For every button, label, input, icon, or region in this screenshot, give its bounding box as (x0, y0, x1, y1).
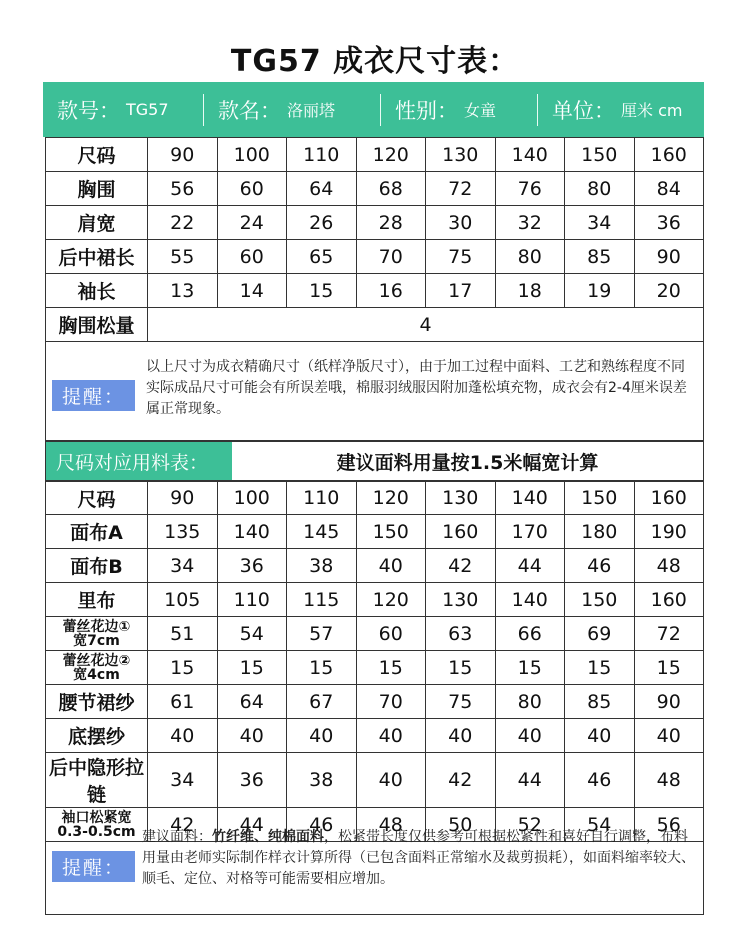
table-cell: 68 (356, 172, 426, 206)
table-cell: 60 (217, 172, 287, 206)
style-no-cell (43, 82, 203, 137)
table-cell: 40 (287, 719, 357, 753)
table-cell: 52 (495, 808, 565, 842)
table-cell: 19 (565, 274, 635, 308)
table-cell: 34 (148, 549, 218, 583)
name-cell (204, 82, 380, 137)
table-cell: 63 (426, 617, 496, 651)
row-label (46, 515, 148, 549)
row-label-text: 面布A (70, 522, 123, 544)
unit-cell (538, 82, 704, 137)
table-cell: 64 (217, 685, 287, 719)
name-label: 款名： (218, 98, 281, 123)
table-cell: 90 (148, 138, 218, 172)
row-label (46, 274, 148, 308)
table-cell: 18 (495, 274, 565, 308)
table-cell: 90 (634, 240, 704, 274)
table-row (46, 583, 704, 617)
table-row (46, 240, 704, 274)
table-cell: 160 (634, 583, 704, 617)
unit-label: 单位： (552, 98, 615, 123)
row-label (46, 240, 148, 274)
table-cell: 140 (495, 482, 565, 515)
row-label (46, 482, 148, 515)
table-cell: 55 (148, 240, 218, 274)
table-cell: 56 (634, 808, 704, 842)
table-cell: 67 (287, 685, 357, 719)
row-label-text: 腰节裙纱 (58, 692, 135, 714)
table-cell: 130 (426, 482, 496, 515)
ease-label: 胸围松量 (46, 308, 148, 342)
table-cell: 110 (217, 583, 287, 617)
table-cell: 15 (634, 651, 704, 685)
table-cell: 40 (356, 719, 426, 753)
gender-label: 性别： (395, 98, 458, 123)
table-cell: 15 (565, 651, 635, 685)
row-label-sub: 宽7cm (73, 632, 120, 649)
table-cell: 100 (217, 138, 287, 172)
row-label-text: 底摆纱 (67, 726, 125, 748)
row-label (46, 172, 148, 206)
table-cell: 36 (634, 206, 704, 240)
row-label-text: 蕾丝花边① (62, 618, 131, 635)
table-cell: 34 (565, 206, 635, 240)
table-cell: 120 (356, 583, 426, 617)
row-label (46, 583, 148, 617)
table-cell: 48 (634, 549, 704, 583)
table-cell: 140 (217, 515, 287, 549)
table-cell: 60 (217, 240, 287, 274)
table-cell: 40 (426, 719, 496, 753)
row-label (46, 138, 148, 172)
reminder-text-2 (142, 827, 698, 890)
row-label-sub: 0.3-0.5cm (57, 823, 136, 840)
row-label-text: 胸围 (77, 179, 116, 201)
table-cell: 60 (356, 617, 426, 651)
table-cell: 105 (148, 583, 218, 617)
table-cell: 15 (287, 651, 357, 685)
table-cell: 90 (148, 482, 218, 515)
table-cell: 15 (356, 651, 426, 685)
table-cell: 110 (287, 482, 357, 515)
table-cell: 15 (495, 651, 565, 685)
table-cell: 120 (356, 138, 426, 172)
table-row (46, 685, 704, 719)
table-cell: 40 (148, 719, 218, 753)
table-cell: 180 (565, 515, 635, 549)
row-label (46, 719, 148, 753)
table-row (46, 753, 704, 808)
table-cell: 61 (148, 685, 218, 719)
table-cell: 140 (495, 583, 565, 617)
table-cell: 70 (356, 240, 426, 274)
table-cell: 17 (426, 274, 496, 308)
row-label-sub: 宽4cm (73, 666, 120, 683)
table-cell: 72 (634, 617, 704, 651)
table-cell: 36 (217, 753, 287, 808)
table-cell: 40 (495, 719, 565, 753)
table-cell: 20 (634, 274, 704, 308)
table-cell: 160 (426, 515, 496, 549)
table-cell: 84 (634, 172, 704, 206)
row-label-text: 后中隐形拉链 (48, 757, 144, 806)
table-cell: 130 (426, 138, 496, 172)
table-cell: 170 (495, 515, 565, 549)
table-cell: 42 (148, 808, 218, 842)
gender-cell (381, 82, 537, 137)
table-cell: 36 (217, 549, 287, 583)
row-label-text: 面布B (70, 556, 123, 578)
unit-value: 厘米 cm (621, 101, 683, 120)
table-cell: 85 (565, 240, 635, 274)
table-row (46, 206, 704, 240)
table-cell: 65 (287, 240, 357, 274)
table-cell: 56 (148, 172, 218, 206)
table-cell: 40 (356, 549, 426, 583)
table-row (46, 482, 704, 515)
table-cell: 30 (426, 206, 496, 240)
table-row (46, 274, 704, 308)
table-cell: 38 (287, 549, 357, 583)
row-label-text: 袖长 (77, 281, 116, 303)
table-cell: 28 (356, 206, 426, 240)
table-cell: 46 (565, 549, 635, 583)
table-cell: 64 (287, 172, 357, 206)
reminder-badge-1: 提醒： (52, 380, 135, 411)
page-title: TG57 成衣尺寸表： (230, 44, 520, 79)
reminder-text-1: 以上尺寸为成衣精确尺寸（纸样净版尺寸），由于加工过程中面料、工艺和熟练程度不同实际成品尺寸可能会有所误差哦，棉服羽绒服因附加蓬松填充物，成衣会有2-4厘米误差属正常现象。 (146, 359, 687, 417)
table-cell: 190 (634, 515, 704, 549)
table-cell: 150 (356, 515, 426, 549)
table-row (46, 549, 704, 583)
table-cell: 70 (356, 685, 426, 719)
table-cell: 40 (217, 719, 287, 753)
table-cell: 145 (287, 515, 357, 549)
table-cell: 80 (495, 685, 565, 719)
table-row (46, 719, 704, 753)
table-row (46, 138, 704, 172)
table-cell: 150 (565, 583, 635, 617)
table-cell: 34 (148, 753, 218, 808)
info-bar (43, 82, 704, 137)
table-cell: 160 (634, 482, 704, 515)
table-cell: 75 (426, 685, 496, 719)
table-cell: 54 (565, 808, 635, 842)
table-row (46, 172, 704, 206)
row-label-text: 后中裙长 (58, 247, 135, 269)
table-cell: 32 (495, 206, 565, 240)
table-cell: 80 (495, 240, 565, 274)
name-value: 洛丽塔 (287, 101, 336, 120)
table-cell: 115 (287, 583, 357, 617)
table-cell: 66 (495, 617, 565, 651)
table-cell: 13 (148, 274, 218, 308)
table-cell: 75 (426, 240, 496, 274)
row-label-text: 尺码 (77, 488, 116, 511)
table-cell: 51 (148, 617, 218, 651)
table-cell: 135 (148, 515, 218, 549)
ease-value: 4 (148, 308, 704, 342)
row-label (46, 753, 148, 808)
table-cell: 15 (217, 651, 287, 685)
gender-value: 女童 (464, 101, 497, 120)
table-cell: 46 (565, 753, 635, 808)
row-label (46, 685, 148, 719)
table-cell: 57 (287, 617, 357, 651)
fabric-header-note: 建议面料用量按1.5米幅宽计算 (336, 451, 599, 474)
table-cell: 48 (634, 753, 704, 808)
row-label-text: 肩宽 (77, 213, 116, 235)
table-cell: 150 (565, 138, 635, 172)
row-label (46, 651, 148, 685)
table-cell: 76 (495, 172, 565, 206)
reminder-badge-2: 提醒： (52, 851, 135, 882)
reminder-box-1 (45, 341, 704, 441)
row-label-text: 蕾丝花边② (62, 652, 131, 669)
table-cell: 85 (565, 685, 635, 719)
table-cell: 160 (634, 138, 704, 172)
table-cell: 50 (426, 808, 496, 842)
table-row (46, 651, 704, 685)
row-label (46, 549, 148, 583)
table-cell: 26 (287, 206, 357, 240)
size-table (45, 137, 704, 342)
table-cell: 44 (217, 808, 287, 842)
table-cell: 48 (356, 808, 426, 842)
style-no-value: TG57 (126, 100, 169, 119)
table-cell: 16 (356, 274, 426, 308)
table-cell: 40 (634, 719, 704, 753)
style-no-label: 款号： (57, 98, 120, 123)
table-cell: 24 (217, 206, 287, 240)
table-cell: 80 (565, 172, 635, 206)
table-cell: 140 (495, 138, 565, 172)
table-cell: 44 (495, 753, 565, 808)
table-cell: 15 (148, 651, 218, 685)
table-row (46, 515, 704, 549)
table-cell: 130 (426, 583, 496, 617)
table-cell: 42 (426, 753, 496, 808)
row-label-text: 袖口松紧宽 (61, 809, 132, 826)
reminder-text-2-rest: ，松紧带长度仅供参考可根据松紧性和喜好自行调整，布料用量由老师实际制作样衣计算所得（已包含面料正常缩水及裁剪损耗），如面料缩率较大、顺毛、定位、对格等可能需要相应增加。 (142, 829, 695, 887)
fabric-header-title: 尺码对应用料表： (46, 442, 232, 480)
table-cell: 40 (356, 753, 426, 808)
table-cell: 46 (287, 808, 357, 842)
table-cell: 150 (565, 482, 635, 515)
table-row (46, 308, 704, 342)
table-cell: 40 (565, 719, 635, 753)
row-label (46, 617, 148, 651)
table-cell: 54 (217, 617, 287, 651)
reminder-text-2-prefix: 建议面料： (142, 829, 212, 845)
table-row (46, 617, 704, 651)
table-cell: 120 (356, 482, 426, 515)
row-label (46, 206, 148, 240)
table-cell: 44 (495, 549, 565, 583)
table-cell: 15 (426, 651, 496, 685)
table-cell: 90 (634, 685, 704, 719)
table-cell: 100 (217, 482, 287, 515)
table-cell: 42 (426, 549, 496, 583)
row-label-text: 里布 (77, 590, 116, 612)
table-cell: 110 (287, 138, 357, 172)
table-cell: 15 (287, 274, 357, 308)
reminder-text-2-bold: 竹纤维、纯棉面料 (212, 829, 324, 845)
fabric-header-bar (45, 441, 704, 481)
table-cell: 22 (148, 206, 218, 240)
reminder-box-2 (45, 817, 704, 915)
fabric-table (45, 481, 704, 842)
row-label-text: 尺码 (77, 145, 116, 167)
table-cell: 14 (217, 274, 287, 308)
table-cell: 69 (565, 617, 635, 651)
table-cell: 38 (287, 753, 357, 808)
table-cell: 72 (426, 172, 496, 206)
